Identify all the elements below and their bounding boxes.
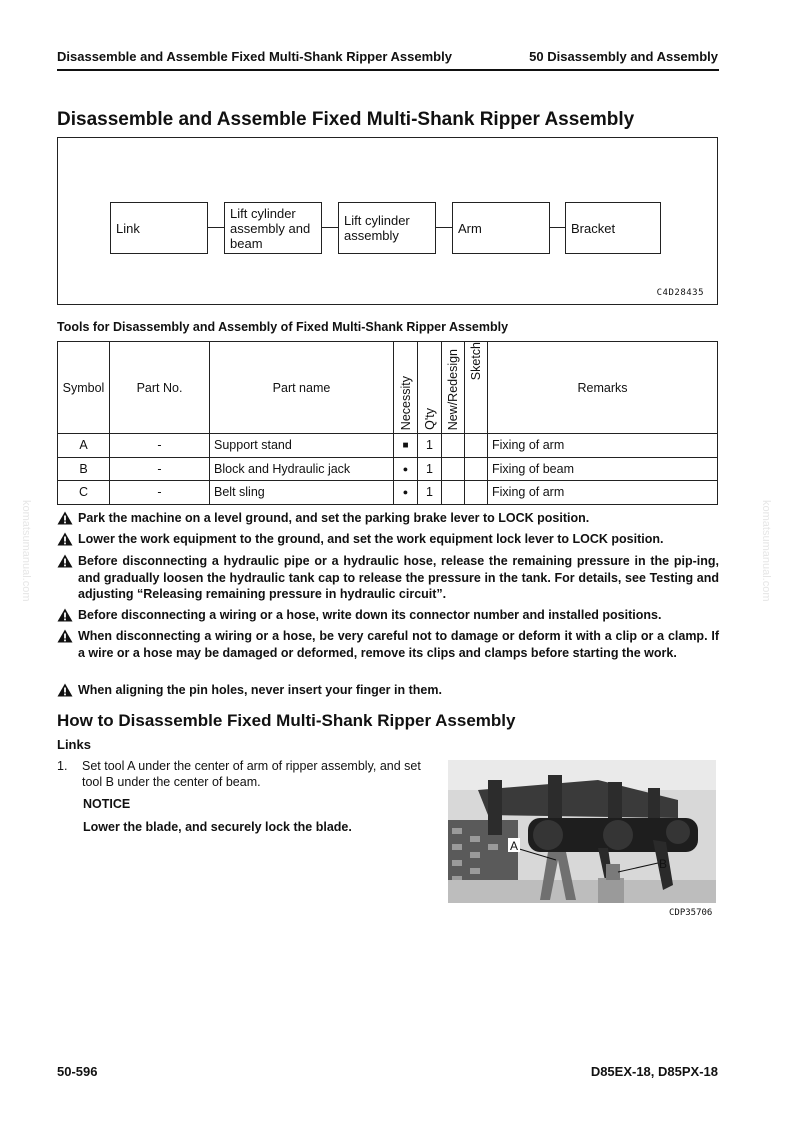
tools-table-title: Tools for Disassembly and Assembly of Fixed Multi-Shank Ripper Assembly xyxy=(57,320,509,334)
warning-text: Before disconnecting a wiring or a hose, write down its connector number and installed positions. xyxy=(78,608,662,622)
model-number: D85EX-18, D85PX-18 xyxy=(590,1064,718,1079)
cell-sketch xyxy=(465,457,488,481)
cell-part-name: Block and Hydraulic jack xyxy=(210,457,394,481)
flow-connector xyxy=(436,227,453,228)
ripper-photo xyxy=(448,760,716,903)
warning-text: When disconnecting a wiring or a hose, be very careful not to damage or deform it with a clip or a clamp. If a wire or a hose may be damaged or deformed, remove its clips and clamps before starting the work. xyxy=(78,629,719,660)
flow-connector xyxy=(208,227,225,228)
cell-necessity: ● xyxy=(394,481,418,505)
running-header-left: Disassemble and Assemble Fixed Multi-Shank Ripper Assembly xyxy=(57,49,452,64)
flow-box-link: Link xyxy=(110,202,208,254)
cell-symbol: C xyxy=(58,481,110,505)
section-title: How to Disassemble Fixed Multi-Shank Ripper Assembly xyxy=(57,711,516,730)
col-header-part-no: Part No. xyxy=(110,342,210,434)
photo-label-b: B xyxy=(659,857,668,871)
cell-qty: 1 xyxy=(418,481,442,505)
cell-qty: 1 xyxy=(418,434,442,458)
cell-part-no: - xyxy=(110,457,210,481)
warning-icon xyxy=(57,629,73,643)
watermark-right: komatsumanual.com xyxy=(760,500,772,602)
warning-text: Before disconnecting a hydraulic pipe or a hydraulic hose, release the remaining pressure in the pip-ing, and gradually loosen the hydraulic tank cap to release the pressure in the tank. For details, see Testing and adjusting “Releasing remaining pressure in hydraulic circuit”. xyxy=(78,554,719,601)
running-header-right: 50 Disassembly and Assembly xyxy=(529,49,718,64)
warning-icon xyxy=(57,511,73,525)
warning-item xyxy=(57,607,719,624)
cell-new-redesign xyxy=(442,481,465,505)
flow-connector xyxy=(550,227,566,228)
notice-text: Lower the blade, and securely lock the blade. xyxy=(83,820,352,834)
header-rule xyxy=(57,69,719,71)
warning-item xyxy=(57,553,719,603)
cell-necessity: ● xyxy=(394,457,418,481)
cell-sketch xyxy=(465,481,488,505)
step-1 xyxy=(57,758,437,790)
table-row xyxy=(58,434,718,458)
photo-label-a: A xyxy=(510,839,519,853)
watermark-left: komatsumanual.com xyxy=(20,500,32,602)
cell-qty: 1 xyxy=(418,457,442,481)
col-header-symbol: Symbol xyxy=(58,342,110,434)
step-text: Set tool A under the center of arm of ripper assembly, and set tool B under the center of beam. xyxy=(82,759,421,789)
warning-item xyxy=(57,531,719,548)
cell-necessity: ■ xyxy=(394,434,418,458)
cell-new-redesign xyxy=(442,457,465,481)
warning-text: When aligning the pin holes, never insert your finger in them. xyxy=(78,683,442,697)
step-number: 1. xyxy=(57,759,68,773)
cell-sketch xyxy=(465,434,488,458)
flow-connector xyxy=(322,227,339,228)
cell-part-name: Support stand xyxy=(210,434,394,458)
flow-box-arm: Arm xyxy=(452,202,550,254)
col-header-qty: Q'ty xyxy=(418,342,442,434)
table-header-row xyxy=(58,342,718,434)
disassembly-flow-diagram xyxy=(57,137,718,305)
table-row xyxy=(58,481,718,505)
tools-table xyxy=(57,341,718,505)
cell-new-redesign xyxy=(442,434,465,458)
cell-remarks: Fixing of arm xyxy=(488,481,718,505)
col-header-new-redesign: New/Redesign xyxy=(442,342,465,434)
flow-box-bracket: Bracket xyxy=(565,202,661,254)
flow-box-lift-cylinder: Lift cylinder assembly xyxy=(338,202,436,254)
photo-code: CDP35706 xyxy=(669,908,713,918)
table-row xyxy=(58,457,718,481)
warning-item xyxy=(57,682,719,699)
subsection-title: Links xyxy=(57,737,91,752)
col-header-necessity: Necessity xyxy=(394,342,418,434)
warning-icon xyxy=(57,554,73,568)
warning-icon xyxy=(57,532,73,546)
cell-part-no: - xyxy=(110,434,210,458)
cell-symbol: A xyxy=(58,434,110,458)
figure-code: C4D28435 xyxy=(656,288,704,298)
page-title: Disassemble and Assemble Fixed Multi-Shank Ripper Assembly xyxy=(57,109,635,130)
warning-text: Park the machine on a level ground, and set the parking brake lever to LOCK position. xyxy=(78,511,590,525)
warning-item xyxy=(57,628,719,661)
cell-symbol: B xyxy=(58,457,110,481)
notice-label: NOTICE xyxy=(83,797,131,811)
cell-part-name: Belt sling xyxy=(210,481,394,505)
flow-box-lift-cylinder-beam: Lift cylinder assembly and beam xyxy=(224,202,322,254)
warning-item xyxy=(57,510,719,527)
warning-icon xyxy=(57,683,73,697)
page-number: 50-596 xyxy=(57,1064,98,1079)
col-header-remarks: Remarks xyxy=(488,342,718,434)
cell-remarks: Fixing of arm xyxy=(488,434,718,458)
col-header-part-name: Part name xyxy=(210,342,394,434)
warning-icon xyxy=(57,608,73,622)
cell-remarks: Fixing of beam xyxy=(488,457,718,481)
cell-part-no: - xyxy=(110,481,210,505)
col-header-sketch: Sketch xyxy=(465,342,488,434)
warning-text: Lower the work equipment to the ground, and set the work equipment lock lever to LOCK position. xyxy=(78,532,664,546)
